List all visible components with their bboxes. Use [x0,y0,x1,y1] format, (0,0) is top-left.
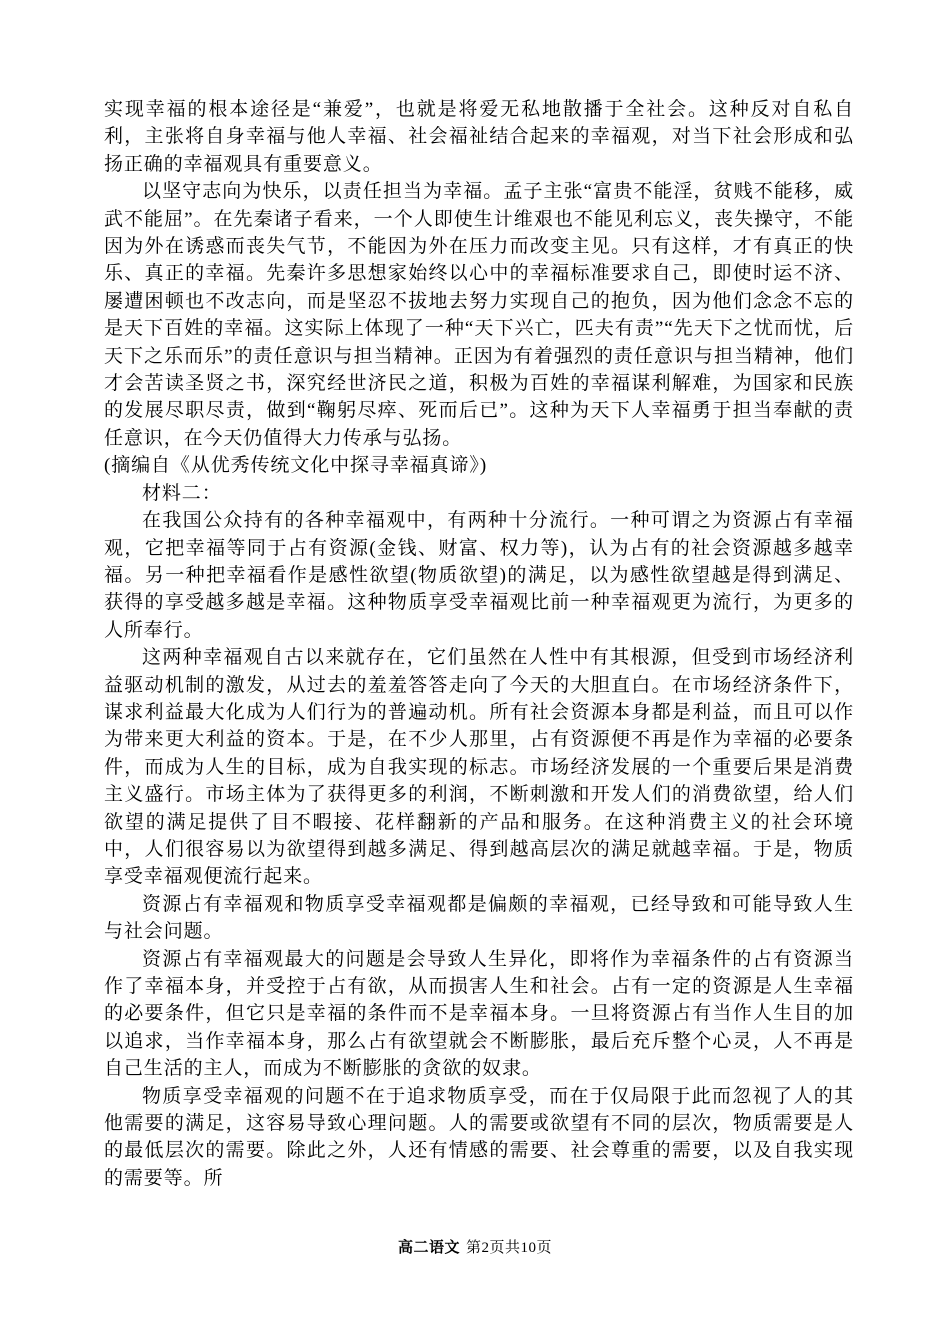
paragraph: 资源占有幸福观最大的问题是会导致人生异化，即将作为幸福条件的占有资源当作了幸福本身，并受控于占有欲，从而损害人生和社会。占有一定的资源是人生幸福的必要条件，但它只是幸福的条件而不是幸福本身。一旦将资源占有当作人生目的加以追求，当作幸福本身，那么占有欲望就会不断膨胀，最后充斥整个心灵，人不再是自己生活的主人，而成为不断膨胀的贪欲的奴隶。 [104,948,854,1080]
paragraph: 这两种幸福观自古以来就存在，它们虽然在人性中有其根源，但受到市场经济利益驱动机制的激发，从过去的羞羞答答走向了今天的大胆直白。在市场经济条件下，谋求利益最大化成为人们行为的普遍动机。所有社会资源本身都是利益，而且可以作为带来更大利益的资本。于是，在不少人那里，占有资源便不再是作为幸福的必要条件，而成为人生的目标，成为自我实现的标志。市场经济发展的一个重要后果是消费主义盛行。市场主体为了获得更多的利润，不断刺激和开发人们的消费欲望，给人们欲望的满足提供了目不暇接、花样翻新的产品和服务。在这种消费主义的社会环境中，人们很容易以为欲望得到越多满足、得到越高层次的满足就越幸福。于是，物质享受幸福观便流行起来。 [104,647,854,888]
paragraph: 以坚守志向为快乐，以责任担当为幸福。孟子主张“富贵不能淫，贫贱不能移，威武不能屈”。在先秦诸子看来，一个人即使生计维艰也不能见利忘义，丧失操守，不能因为外在诱惑而丧失气节，不能因为外在压力而改变主见。只有这样，才有真正的快乐、真正的幸福。先秦许多思想家始终以心中的幸福标准要求自己，即使时运不济、屡遭困顿也不改志向，而是坚忍不拔地去努力实现自己的抱负，因为他们念念不忘的是天下百姓的幸福。这实际上体现了一种“天下兴亡，匹夫有责”“先天下之忧而忧，后天下之乐而乐”的责任意识与担当精神。正因为有着强烈的责任意识与担当精神，他们才会苦读圣贤之书，深究经世济民之道，积极为百姓的幸福谋利解难，为国家和民族的发展尽职尽责，做到“鞠躬尽瘁、死而后已”。这种为天下人幸福勇于担当奉献的责任意识，在今天仍值得大力传承与弘扬。 [104,181,854,449]
paragraph: 在我国公众持有的各种幸福观中，有两种十分流行。一种可谓之为资源占有幸福观，它把幸福等同于占有资源(金钱、财富、权力等)，认为占有的社会资源越多越幸福。另一种把幸福看作是感性欲望(物质欲望)的满足，以为感性欲望越是得到满足、获得的享受越多越是幸福。这种物质享受幸福观比前一种幸福观更为流行，为更多的人所奉行。 [104,510,854,641]
paragraph: 物质享受幸福观的问题不在于追求物质享受，而在于仅局限于此而忽视了人的其他需要的满足，这容易导致心理问题。人的需要或欲望有不同的层次，物质需要是人的最低层次的需要。除此之外，人还有情感的需要、社会尊重的需要，以及自我实现的需要等。所 [104,1085,854,1189]
paragraph: 资源占有幸福观和物质享受幸福观都是偏颇的幸福观，已经导致和可能导致人生与社会问题。 [104,893,854,943]
document-content [104,96,854,1192]
footer-course-label: 高二语文 [397,1240,460,1256]
material-two-heading: 材料二： [142,482,222,504]
paragraph-continuation: 实现幸福的根本途径是“兼爱”，也就是将爱无私地散播于全社会。这种反对自私自利，主张将自身幸福与他人幸福、社会福祉结合起来的幸福观，对当下社会形成和弘扬正确的幸福观具有重要意义。 [104,99,854,175]
page-footer [0,1236,950,1257]
source-attribution: (摘编自《从优秀传统文化中探寻幸福真谛》) [104,455,488,477]
footer-page-number: 第2页共10页 [466,1240,553,1256]
